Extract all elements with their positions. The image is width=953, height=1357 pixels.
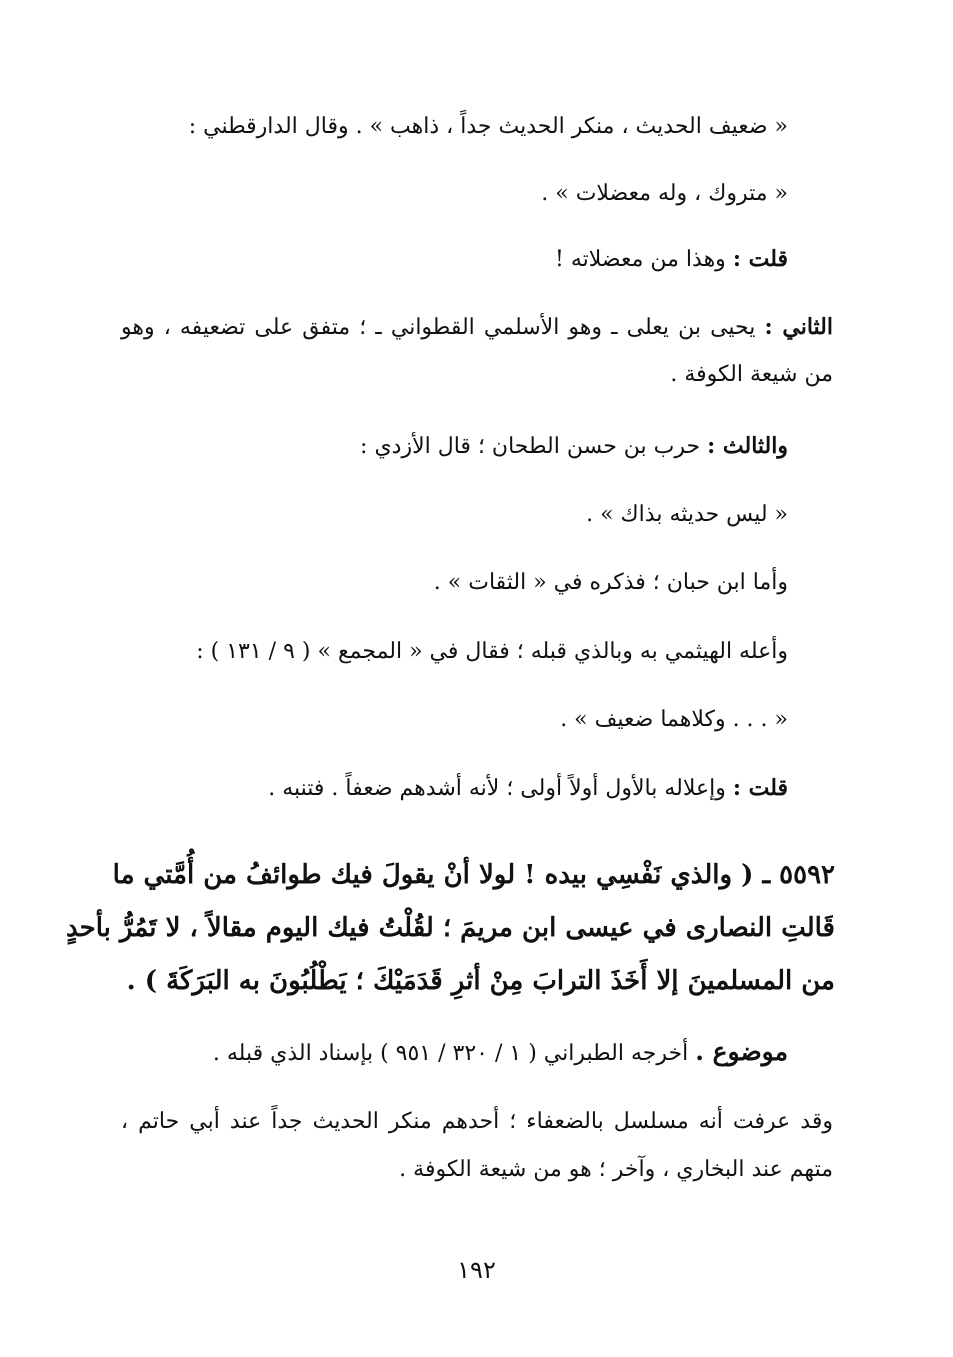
line-text: « متروك ، وله معضلات » . [541,181,788,206]
grading-line [213,1037,788,1069]
grading-lead: موضوع . [695,1037,788,1066]
note-line-1 [555,244,788,275]
hadith-text: ٥٥٩٢ ـ ( والذي نَفْسِي بيده ! لولا أنْ يقولَ فيك طوائفُ من أُمَّتي ما [112,860,835,890]
line-lead: والثالث : [707,433,788,459]
hadith-line-1 [112,860,835,890]
line-text: « ليس حديثه بذاك » . [586,502,788,527]
line-text: من شيعة الكوفة . [670,362,833,387]
third-narrator-line [360,431,788,462]
quote-line-3 [586,500,788,530]
line-text: وإعلاله بالأول أولاً أولى ؛ لأنه أشدهم ضعفاً . فتنبه . [268,776,733,801]
hadith-text: قَالتِ النصارى في عيسى ابن مريمَ ؛ لقُلْتُ فيك اليوم مقالاً ، لا تَمُرُّ بأحدٍ [65,913,835,943]
quote-line-1 [189,112,788,142]
line-text: متهم عند البخاري ، وآخر ؛ هو من شيعة الكوفة . [399,1157,833,1182]
line-lead: الثاني : [764,314,833,340]
hadith-line-3 [119,966,835,996]
line-text: يحيى بن يعلى ـ وهو الأسلمي القطواني ـ ؛ متفق على تضعيفه ، وهو [121,315,765,340]
quote-line-2 [541,179,788,209]
page-number: ١٩٢ [457,1256,496,1284]
line-text: حرب بن حسن الطحان ؛ قال الأزدي : [360,434,708,459]
ibn-hibban-line [434,568,788,598]
line-text: وقد عرفت أنه مسلسل بالضعفاء ؛ أحدهم منكر الحديث جداً عند أبي حاتم ، [121,1109,833,1134]
haythami-line [196,637,788,667]
second-narrator-line-1 [121,312,833,343]
line-text: وأعله الهيثمي به وبالذي قبله ؛ فقال في « المجمع » ( ٩ / ١٣١ ) : [196,639,788,664]
closing-line-2 [399,1155,833,1185]
closing-line-1 [121,1107,833,1137]
line-lead: قلت : [732,246,788,272]
line-text: وهذا من معضلاته ! [555,247,733,272]
second-narrator-line-2 [670,360,833,390]
hadith-line-2 [65,913,835,943]
line-text: « ضعيف الحديث ، منكر الحديث جداً ، ذاهب » . وقال الدارقطني : [188,114,788,139]
grading-text: أخرجه الطبراني ( ١ / ٣٢٠ / ٩٥١ ) بإسناد الذي قبله . [212,1041,696,1066]
line-text: وأما ابن حبان ؛ فذكره في « الثقات » . [433,570,788,595]
hadith-text: من المسلمينَ إلا أَخَذَ الترابَ مِنْ أثرِ قَدَمَيْكَ ؛ يَطْلُبُونَ به البَرَكَةَ ) . [126,966,835,996]
line-text: « . . . وكلاهما ضعيف » . [560,707,788,732]
quote-line-4 [560,705,788,735]
note-line-2 [268,773,788,804]
line-lead: قلت : [732,775,788,801]
